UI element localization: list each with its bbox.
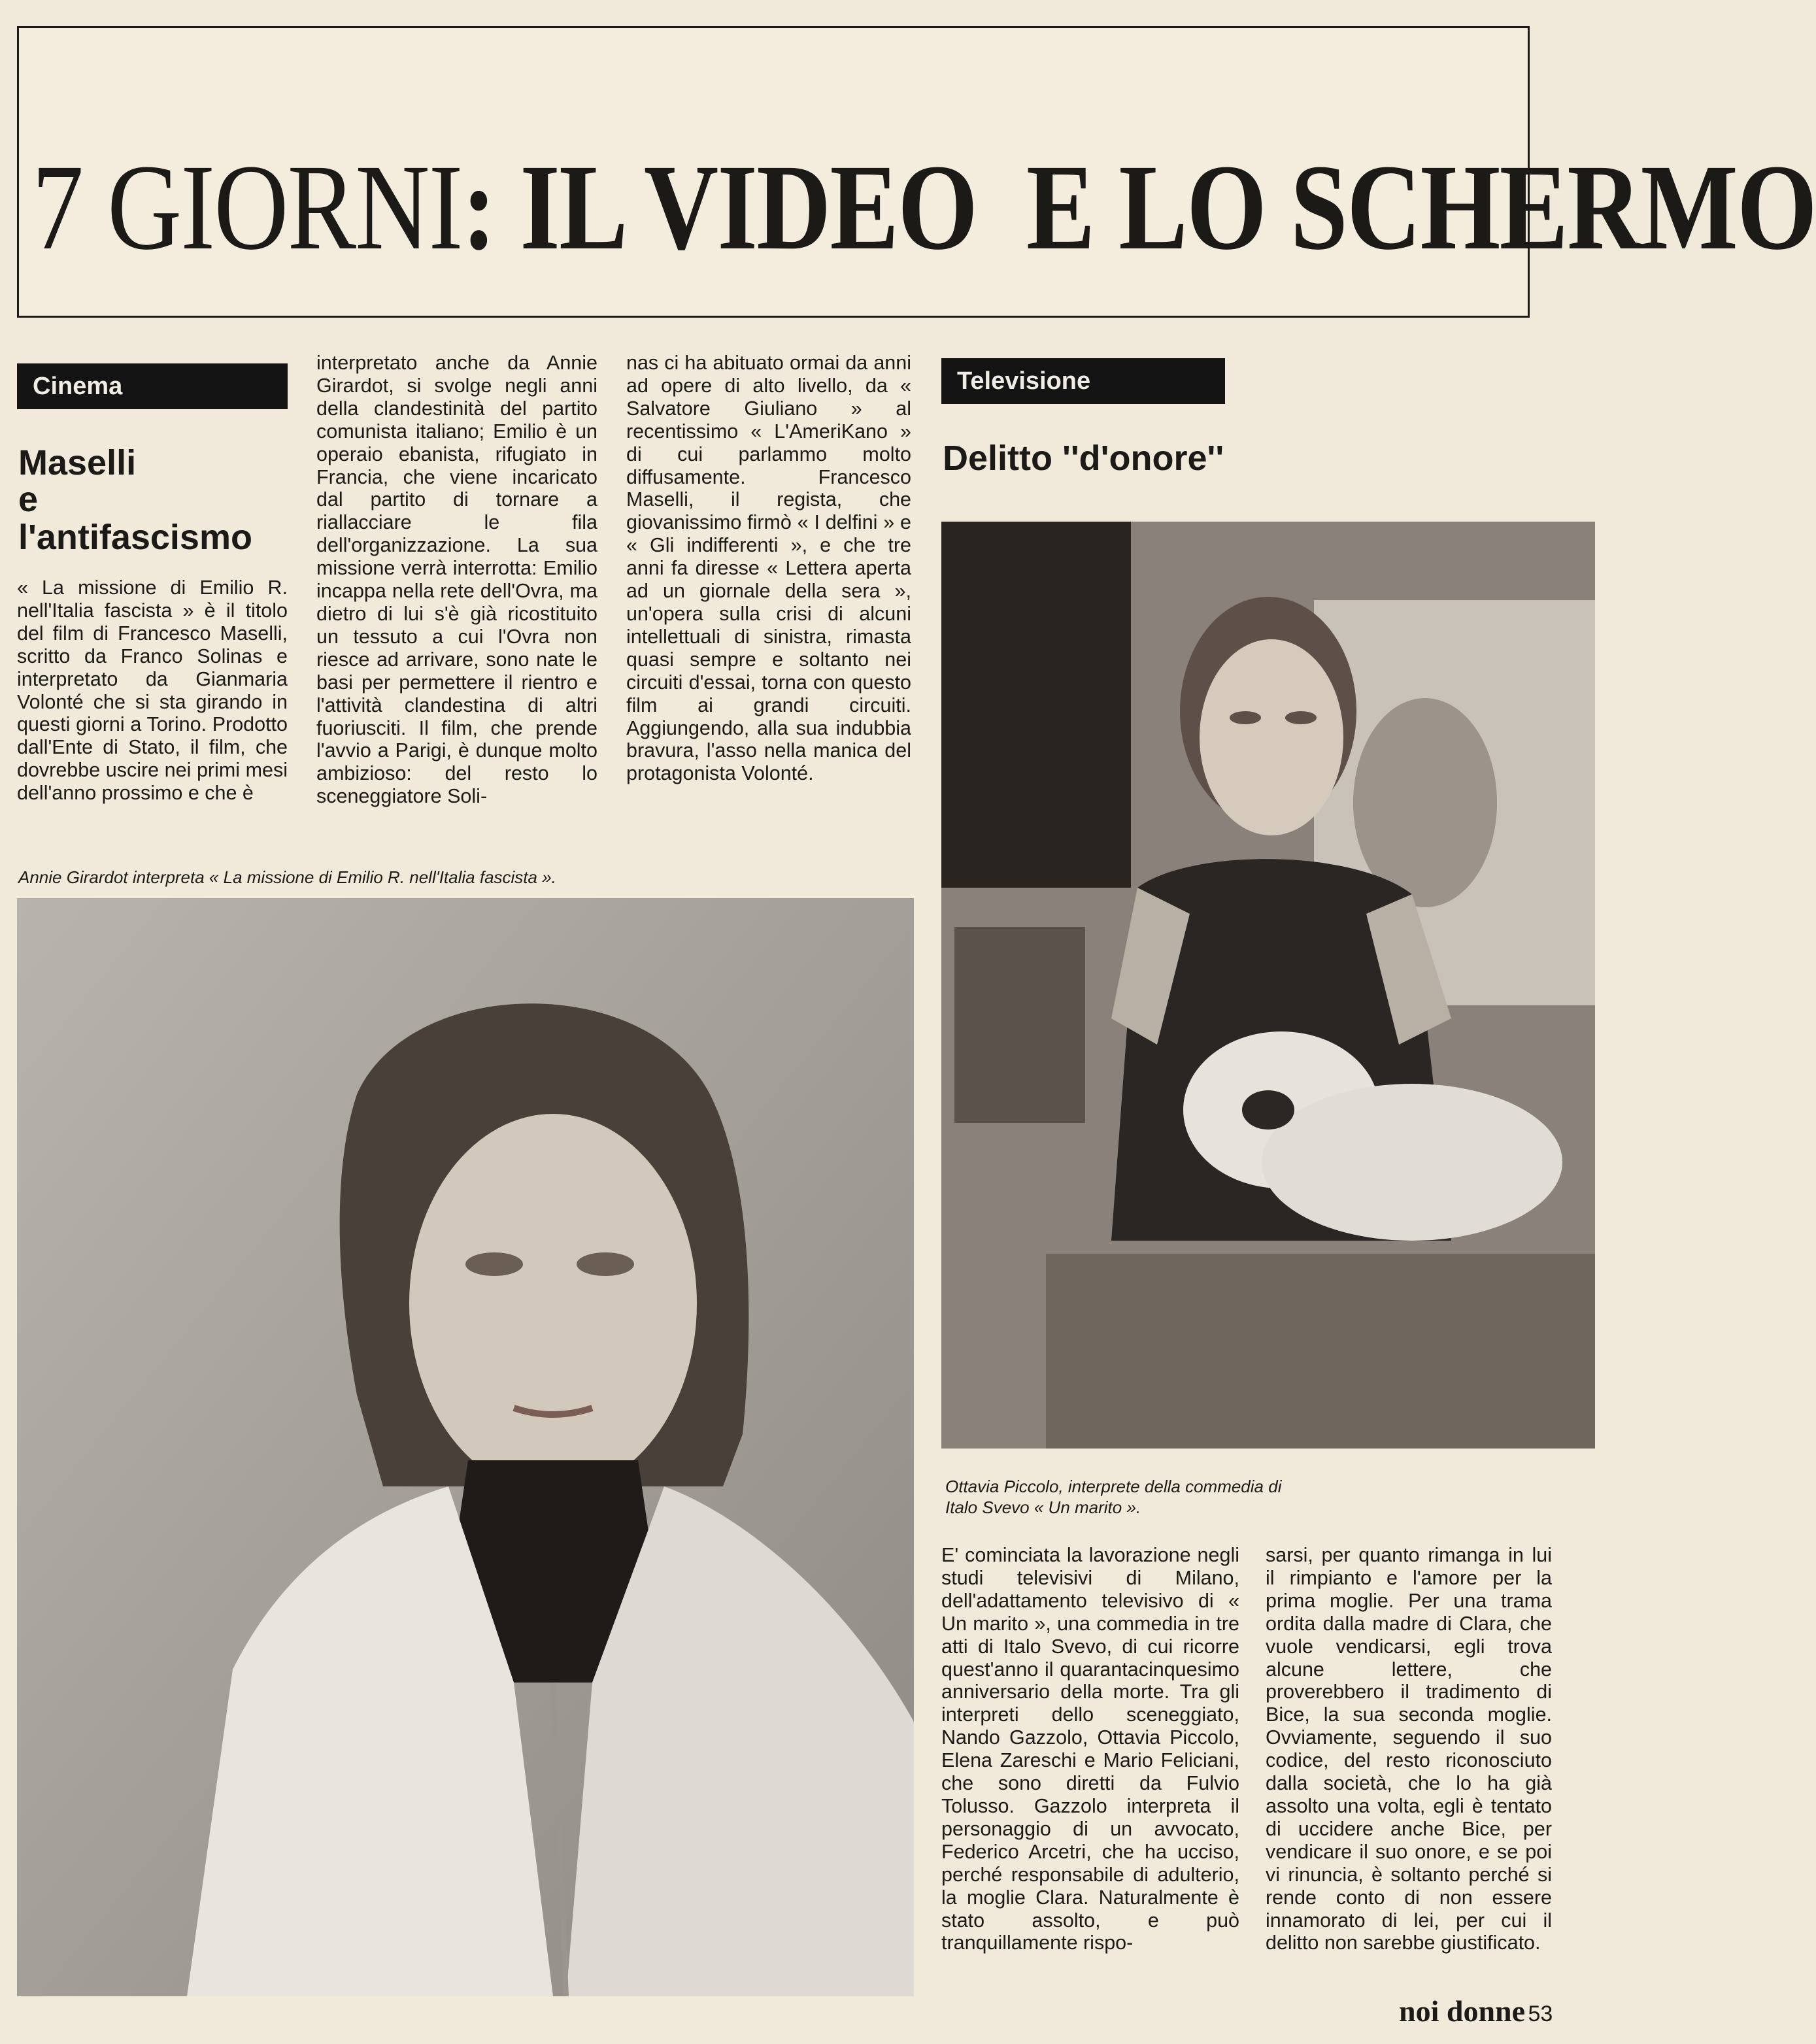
- television-column-2: sarsi, per quanto rimanga in lui il rimpianto e l'amore per la prima moglie. Per una trama ordita dalla madre di Clara, che vuole vendicarsi, egli trova alcune lettere, che proverebbero il tradimento di Bice, la sua seconda moglie. Ovviamente, seguendo il suo codice, del resto riconosciuto dalla società, che lo ha già assolto una volta, egli è tentato di uccidere anche Bice, per vendicare il suo onore, e se poi vi rinuncia, è soltanto perché si rende conto di non essere innamorato di lei, per cui il delitto non sarebbe giustificato.: [1266, 1544, 1552, 1954]
- television-caption-line2: Italo Svevo « Un marito ».: [945, 1498, 1141, 1517]
- header-box: [17, 26, 1816, 318]
- television-column-1: E' cominciata la lavorazione negli studi televisivi di Milano, dell'adattamento televisivo di « Un marito », una commedia in tre atti di Italo Svevo, di cui ricorre quest'anno il quarantacinquesimo anniversario della morte. Tra gli interpreti dello sceneggiato, Nando Gazzolo, Ottavia Piccolo, Elena Zareschi e Mario Feliciani, che sono diretti da Fulvio Tolusso. Gazzolo interpreta il personaggio di un avvocato, Federico Arcetri, che ha ucciso, perché responsabile di adulterio, la moglie Clara. Naturalmente è stato assolto, e può tranquillamente rispo-: [941, 1544, 1239, 1954]
- section-label-cinema: Cinema: [17, 363, 288, 409]
- title-colon: :: [462, 139, 496, 275]
- cinema-column-2: interpretato anche da Annie Girardot, si svolge negli anni della clandestinità del partito comunista italiano; Emilio è un operaio ebanista, rifugiato in Francia, che viene incaricato dal partito di tornare a riallacciare le fila dell'organizzazione. La sua missione verrà interrotta: Emilio incappa nella rete dell'Ovra, ma dietro di lui s'è già ricostituito un tessuto a cui l'Ovra non riesce ad arrivare, sono nate le basi per permettere il rientro e l'attività clandestina di altri fuoriusciti. Il film, che prende l'avvio a Parigi, è dunque molto ambizioso: del resto lo sceneggiatore Soli-: [316, 352, 597, 808]
- cinema-title-line2: e: [18, 480, 39, 519]
- photo-ottavia-piccolo: [941, 522, 1595, 1449]
- cinema-title-line1: Maselli: [18, 443, 137, 482]
- footer: [1399, 1994, 1595, 2033]
- cinema-column-1: « La missione di Emilio R. nell'Italia fascista » è il titolo del film di Francesco Maselli, scritto da Franco Solinas e interpretato da Gianmaria Volonté che si sta girando in questi giorni a Torino. Prodotto dall'Ente di Stato, il film, che dovrebbe uscire nei primi mesi dell'anno prossimo e che è: [17, 577, 288, 805]
- cinema-title-line3: l'antifascismo: [18, 518, 252, 557]
- cinema-column-3: nas ci ha abituato ormai da anni ad opere di alto livello, da « Salvatore Giuliano » al recentissimo « L'AmeriKano » di cui parlammo molto diffusamente. Francesco Maselli, il regista, che giovanissimo firmò « I delfini » e « Gli indifferenti », e che tre anni fa diresse « Lettera aperta ad un giornale della sera », un'opera sulla crisi di alcuni intellettuali di sinistra, rimasta quasi sempre e soltanto nei circuiti d'essai, torna con questo film ai grandi circuiti. Aggiungendo, alla sua indubbia bravura, l'asso nella manica del protagonista Volonté.: [626, 352, 911, 785]
- photo-annie-girardot: [17, 898, 914, 1996]
- page-number: 53: [1528, 2002, 1553, 2026]
- page-title: [32, 139, 1816, 275]
- section-label-televisione: Televisione: [941, 358, 1225, 404]
- cinema-headline: [18, 442, 293, 560]
- television-caption-line1: Ottavia Piccolo, interprete della commedia di: [945, 1477, 1282, 1496]
- television-title: Delitto ''d'onore'': [943, 439, 1224, 478]
- title-main: IL VIDEO E LO SCHERMO: [520, 139, 1816, 275]
- magazine-brand: noi donne: [1399, 1994, 1526, 2028]
- cinema-photo-caption: Annie Girardot interpreta « La missione di Emilio R. nell'Italia fascista ».: [18, 867, 556, 887]
- title-prefix: 7 GIORNI: [32, 139, 462, 275]
